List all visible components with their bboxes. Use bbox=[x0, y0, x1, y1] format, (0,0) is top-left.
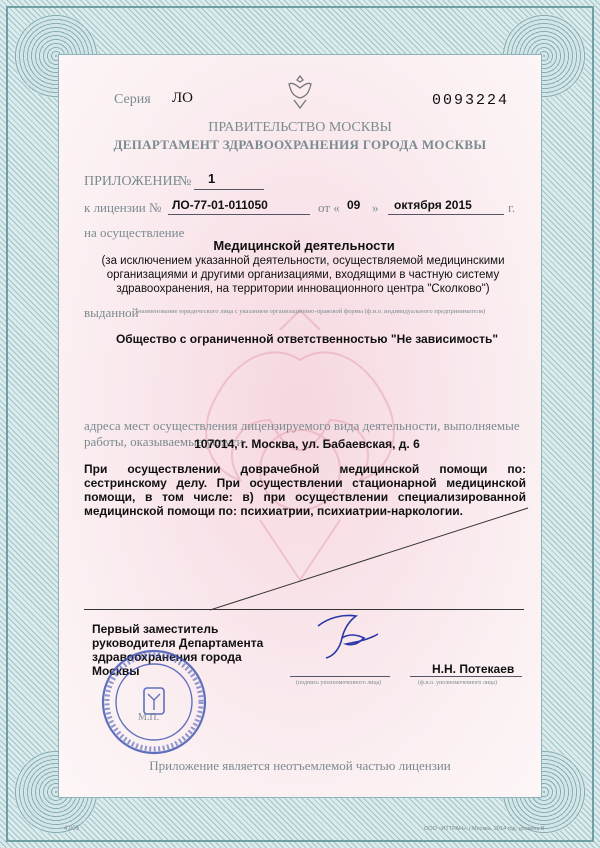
signature-underline bbox=[290, 676, 390, 677]
appendix-no-sign: № bbox=[178, 174, 192, 189]
services-text: При осуществлении доврачебной медицинской помощи по: сестринскому делу. При осуществлении стационарной медицинской помощи, в том числе: в) при осуществлении специализированной медицинской помощи по: психиатрии, психиатрии-наркологии. bbox=[84, 462, 526, 518]
issued-label: выданной bbox=[84, 305, 139, 320]
signatory-position: Первый заместитель руководителя Департамента здравоохранения города Москвы bbox=[92, 622, 264, 678]
license-date-underline bbox=[388, 214, 504, 215]
footer-printer: ООО «ИТТРАН», г.Москва, 2014 год, уровень В bbox=[424, 826, 545, 832]
address-value: 107014, г. Москва, ул. Бабаевская, д. 6 bbox=[194, 437, 420, 451]
signature-image bbox=[312, 604, 382, 664]
organization-name: Общество с ограниченной ответственностью "Не зависимость" bbox=[115, 332, 499, 346]
government-title: ПРАВИТЕЛЬСТВО МОСКВЫ bbox=[208, 120, 392, 135]
series-label: Серия bbox=[114, 92, 151, 107]
name-hint: (ф.и.о. уполномоченного лица) bbox=[418, 680, 497, 686]
license-from: от « bbox=[318, 200, 340, 215]
license-number-underline bbox=[168, 214, 310, 215]
address-label: адреса мест осуществления лицензируемого вида деятельности, выполняемые работы, оказываемые услуги bbox=[84, 418, 520, 449]
signatory-name: Н.Н. Потекаев bbox=[432, 662, 515, 676]
activity-title: Медицинской деятельности bbox=[213, 238, 395, 253]
license-month-year: октября 2015 bbox=[394, 198, 472, 212]
license-close-quote: » bbox=[372, 200, 379, 215]
cancel-diagonal-line bbox=[210, 506, 530, 612]
footer-left-code: 4.005 bbox=[64, 826, 80, 832]
activity-prefix: на осуществление bbox=[84, 225, 185, 240]
form-number: 0093224 bbox=[432, 92, 510, 109]
license-prefix: к лицензии № bbox=[84, 200, 162, 215]
series-value: ЛО bbox=[172, 90, 194, 106]
department-title: ДЕПАРТАМЕНТ ЗДРАВООХРАНЕНИЯ ГОРОДА МОСКВЫ bbox=[113, 137, 487, 152]
appendix-label: ПРИЛОЖЕНИЕ bbox=[84, 174, 182, 189]
signature-hint: (подпись уполномоченного лица) bbox=[296, 680, 382, 686]
license-year-suffix: г. bbox=[508, 200, 516, 215]
appendix-underline bbox=[194, 189, 264, 190]
issued-hint: (наименование юридического лица с указанием организационно-правовой формы (ф.и.о. индивидуального предпринимателя) bbox=[136, 308, 486, 315]
license-day: 09 bbox=[347, 198, 361, 212]
mp-label: М.П. bbox=[138, 712, 160, 723]
activity-description: (за исключением указанной деятельности, осуществляемой медицинскими организациями и другими организациями, входящими в частную систему здравоохранения, на территории инновационного центра "Сколково") bbox=[101, 255, 505, 295]
footer-note: Приложение является неотъемлемой частью лицензии bbox=[149, 758, 451, 773]
emblem-icon bbox=[283, 72, 317, 112]
cancel-bottom-line bbox=[84, 609, 524, 610]
official-stamp bbox=[100, 648, 208, 756]
name-underline bbox=[410, 676, 522, 677]
license-number: ЛО-77-01-011050 bbox=[172, 198, 268, 212]
appendix-number: 1 bbox=[208, 171, 216, 186]
